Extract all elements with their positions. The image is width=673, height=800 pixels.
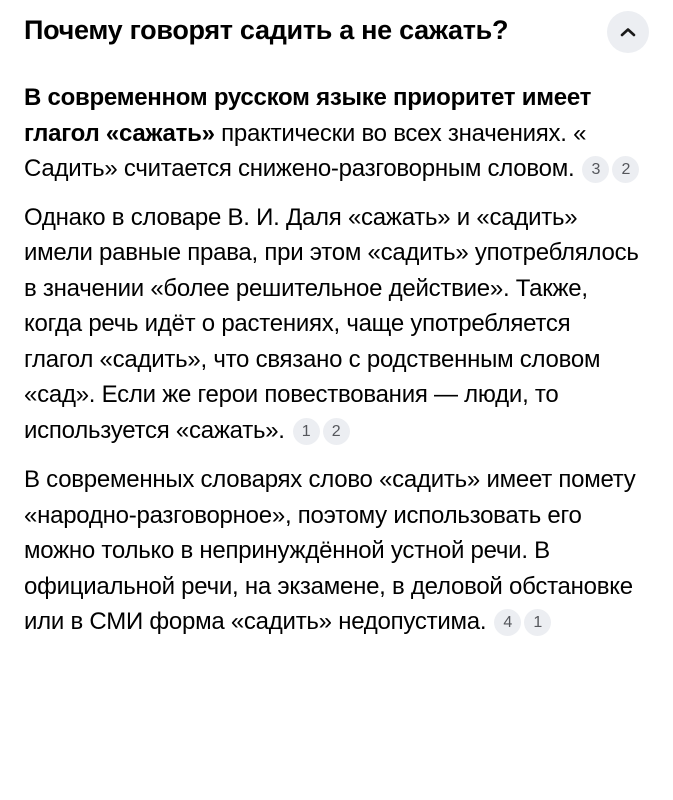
answer-text: В современных словарях слово «садить» имеет помету «народно-разговорное», поэтому использовать его можно только в непринуждённой устной речи. В официальной речи, на экзамене, в деловой обстановке или в СМИ форма «садить» недопустима. — [24, 466, 636, 635]
chevron-up-icon — [620, 27, 636, 37]
question-title: Почему говорят садить а не сажать? — [24, 15, 509, 45]
answer-text: практически во всех значениях. « Садить» считается снижено-разговорным словом. — [24, 119, 587, 182]
collapse-button[interactable] — [607, 11, 649, 53]
source-badge[interactable]: 1 — [524, 609, 551, 636]
source-badge[interactable]: 2 — [323, 418, 350, 445]
answer-paragraph — [24, 462, 645, 640]
answer-paragraph — [24, 200, 645, 449]
source-badge[interactable]: 4 — [494, 609, 521, 636]
source-badge[interactable]: 2 — [612, 156, 639, 183]
answer-body — [24, 80, 645, 640]
source-badge[interactable]: 3 — [582, 156, 609, 183]
answer-text: Однако в словаре В. И. Даля «сажать» и «садить» имели равные права, при этом «садить» употреблялось в значении «более решительное действие». Также, когда речь идёт о растениях, чаще употребляется глагол «садить», что связано с родственным словом «сад». Если же герои повествования — люди, то используется «сажать». — [24, 203, 639, 444]
question-header — [24, 0, 645, 70]
answer-paragraph — [24, 80, 645, 187]
source-badge[interactable]: 1 — [293, 418, 320, 445]
answer-highlight: В современном русском языке приоритет имеет глагол «сажать» — [24, 84, 592, 147]
